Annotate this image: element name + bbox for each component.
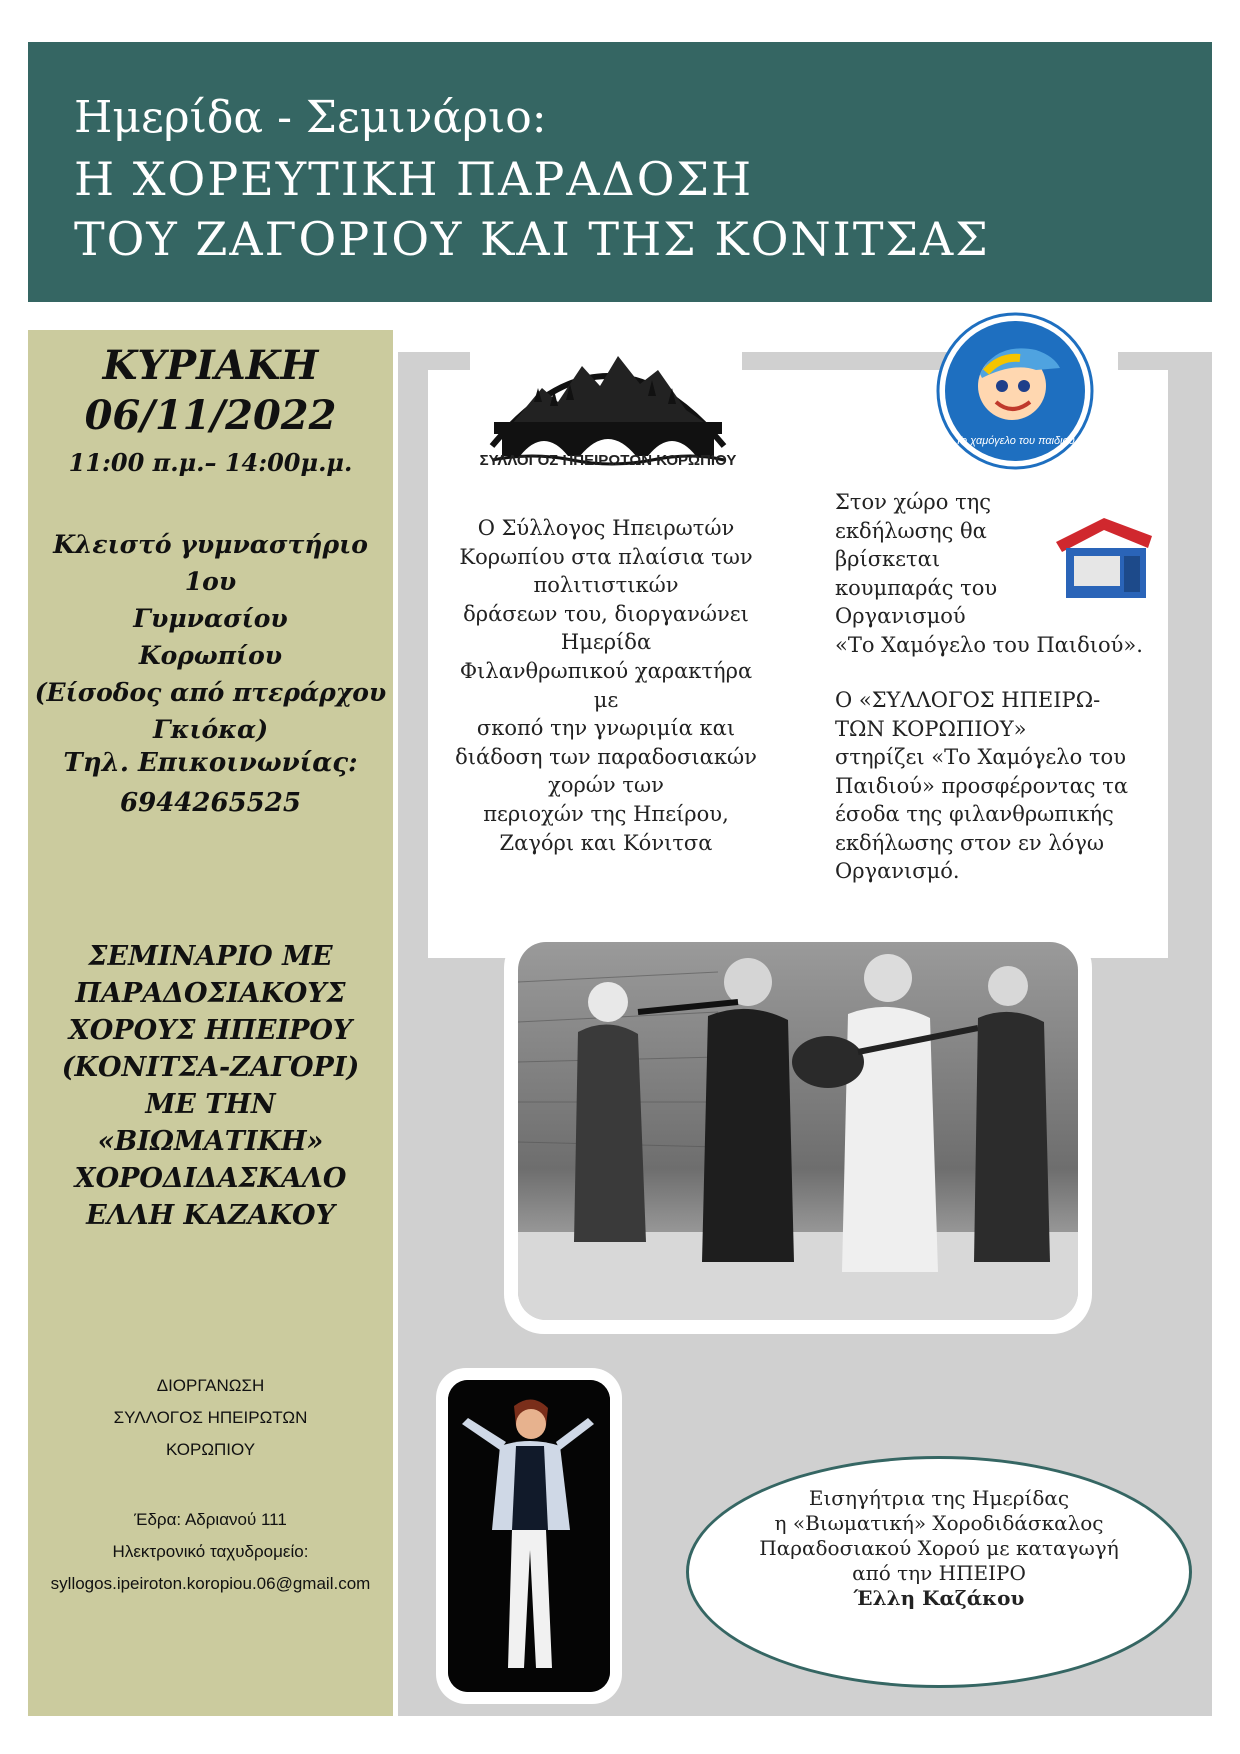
logo-caption: ΣΥΛΛΟΓΟΣ ΗΠΕΙΡΩΤΩΝ ΚΟΡΩΠΙΟΥ [479,452,737,469]
organizer-name: ΣΥΛΛΟΓΟΣ ΗΠΕΙΡΩΤΩΝ [113,1408,308,1427]
phone-number: 6944265525 [120,788,301,818]
header-title-line2: ΤΟΥ ΖΑΓΟΡΙΟΥ ΚΑΙ ΤΗΣ ΚΟΝΙΤΣΑΣ [74,212,990,266]
header-title-line1: Η ΧΟΡΕΥΤΙΚΗ ΠΑΡΑΔΟΣΗ [74,152,754,206]
event-time: 11:00 π.μ.– 14:00μ.μ. [68,448,353,477]
sidebar-info [28,330,393,1716]
organizer-label: ΔΙΟΡΓΑΝΩΣΗ [156,1376,265,1395]
email-label: Ηλεκτρονικό ταχυδρομείο: [112,1542,309,1561]
organizer-name-location: ΚΟΡΩΠΙΟΥ [165,1440,256,1459]
event-day: ΚΥΡΙΑΚΗ [102,342,319,389]
musicians-photo [504,928,1092,1334]
musicians-image-icon [518,942,1078,1320]
mountain-bridge-logo-icon [472,326,744,470]
organizer-address: Έδρα: Αδριανού 111 [134,1510,287,1529]
event-venue: Κλειστό γυμναστήριο 1ου Γυμνασίου Κορωπίου (Είσοδος από πτεράρχου Γκιόκα) [34,530,387,744]
header-banner [28,42,1212,302]
email-link[interactable]: syllogos.ipeiroton.koropiou.06@gmail.com [50,1574,371,1593]
smiling-child-logo-icon [936,312,1094,470]
support-note: Ο «ΣΥΛΛΟΓΟΣ ΗΠΕΙΡΩ- ΤΩΝ ΚΟΡΩΠΙΟΥ» στηρίζει «Το Χαμόγελο του Παιδιού» προσφέροντας τα έσοδα της φιλανθρωπικής εκδήλωσης στον εν λόγω Οργανισμό. [835,688,1129,883]
association-description: Ο Σύλλογος Ηπειρωτών Κορωπίου στα πλαίσια των πολιτιστικών δράσεων του, διοργανώνει Ημερίδα Φιλανθρωπικού χαρακτήρα με σκοπό την γνωριμία και διάδοση των παραδοσιακών χορών των περιοχών της Ηπείρου, Ζαγόρι και Κόνιτσα [455,516,757,855]
svg-text:Το χαμόγελο του παιδιού: Το χαμόγελο του παιδιού [955,435,1075,447]
donation-box-note: Στον χώρο της εκδήλωσης θα βρίσκεται κουμπαράς του Οργανισμού «Το Χαμόγελο του Παιδιού». [835,490,1143,657]
phone-label: Τηλ. Επικοινωνίας: [63,748,358,778]
speaker-photo [436,1368,622,1704]
speaker-info-text: Εισηγήτρια της Ημερίδας η «Βιωματική» Χοροδιδάσκαλος Παραδοσιακού Χορού με καταγωγή από την ΗΠΕΙΡΟ Έλλη Καζάκου [706,1486,1172,1611]
speaker-image-icon [448,1380,610,1692]
seminar-description: ΣΕΜΙΝΑΡΙΟ ΜΕ ΠΑΡΑΔΟΣΙΑΚΟΥΣ ΧΟΡΟΥΣ ΗΠΕΙΡΟΥ (ΚΟΝΙΤΣΑ-ΖΑΓΟΡΙ) ΜΕ ΤΗΝ «ΒΙΩΜΑΤΙΚΗ» ΧΟΡΟΔΙΔΑΣΚΑΛΟ ΕΛΛΗ ΚΑΖΑΚΟΥ [61,941,360,1231]
donation-box-icon [1052,512,1156,602]
speaker-name: Έλλη Καζάκου [853,1586,1025,1610]
event-date: 06/11/2022 [84,392,337,439]
header-subtitle: Ημερίδα - Σεμινάριο: [74,92,547,143]
